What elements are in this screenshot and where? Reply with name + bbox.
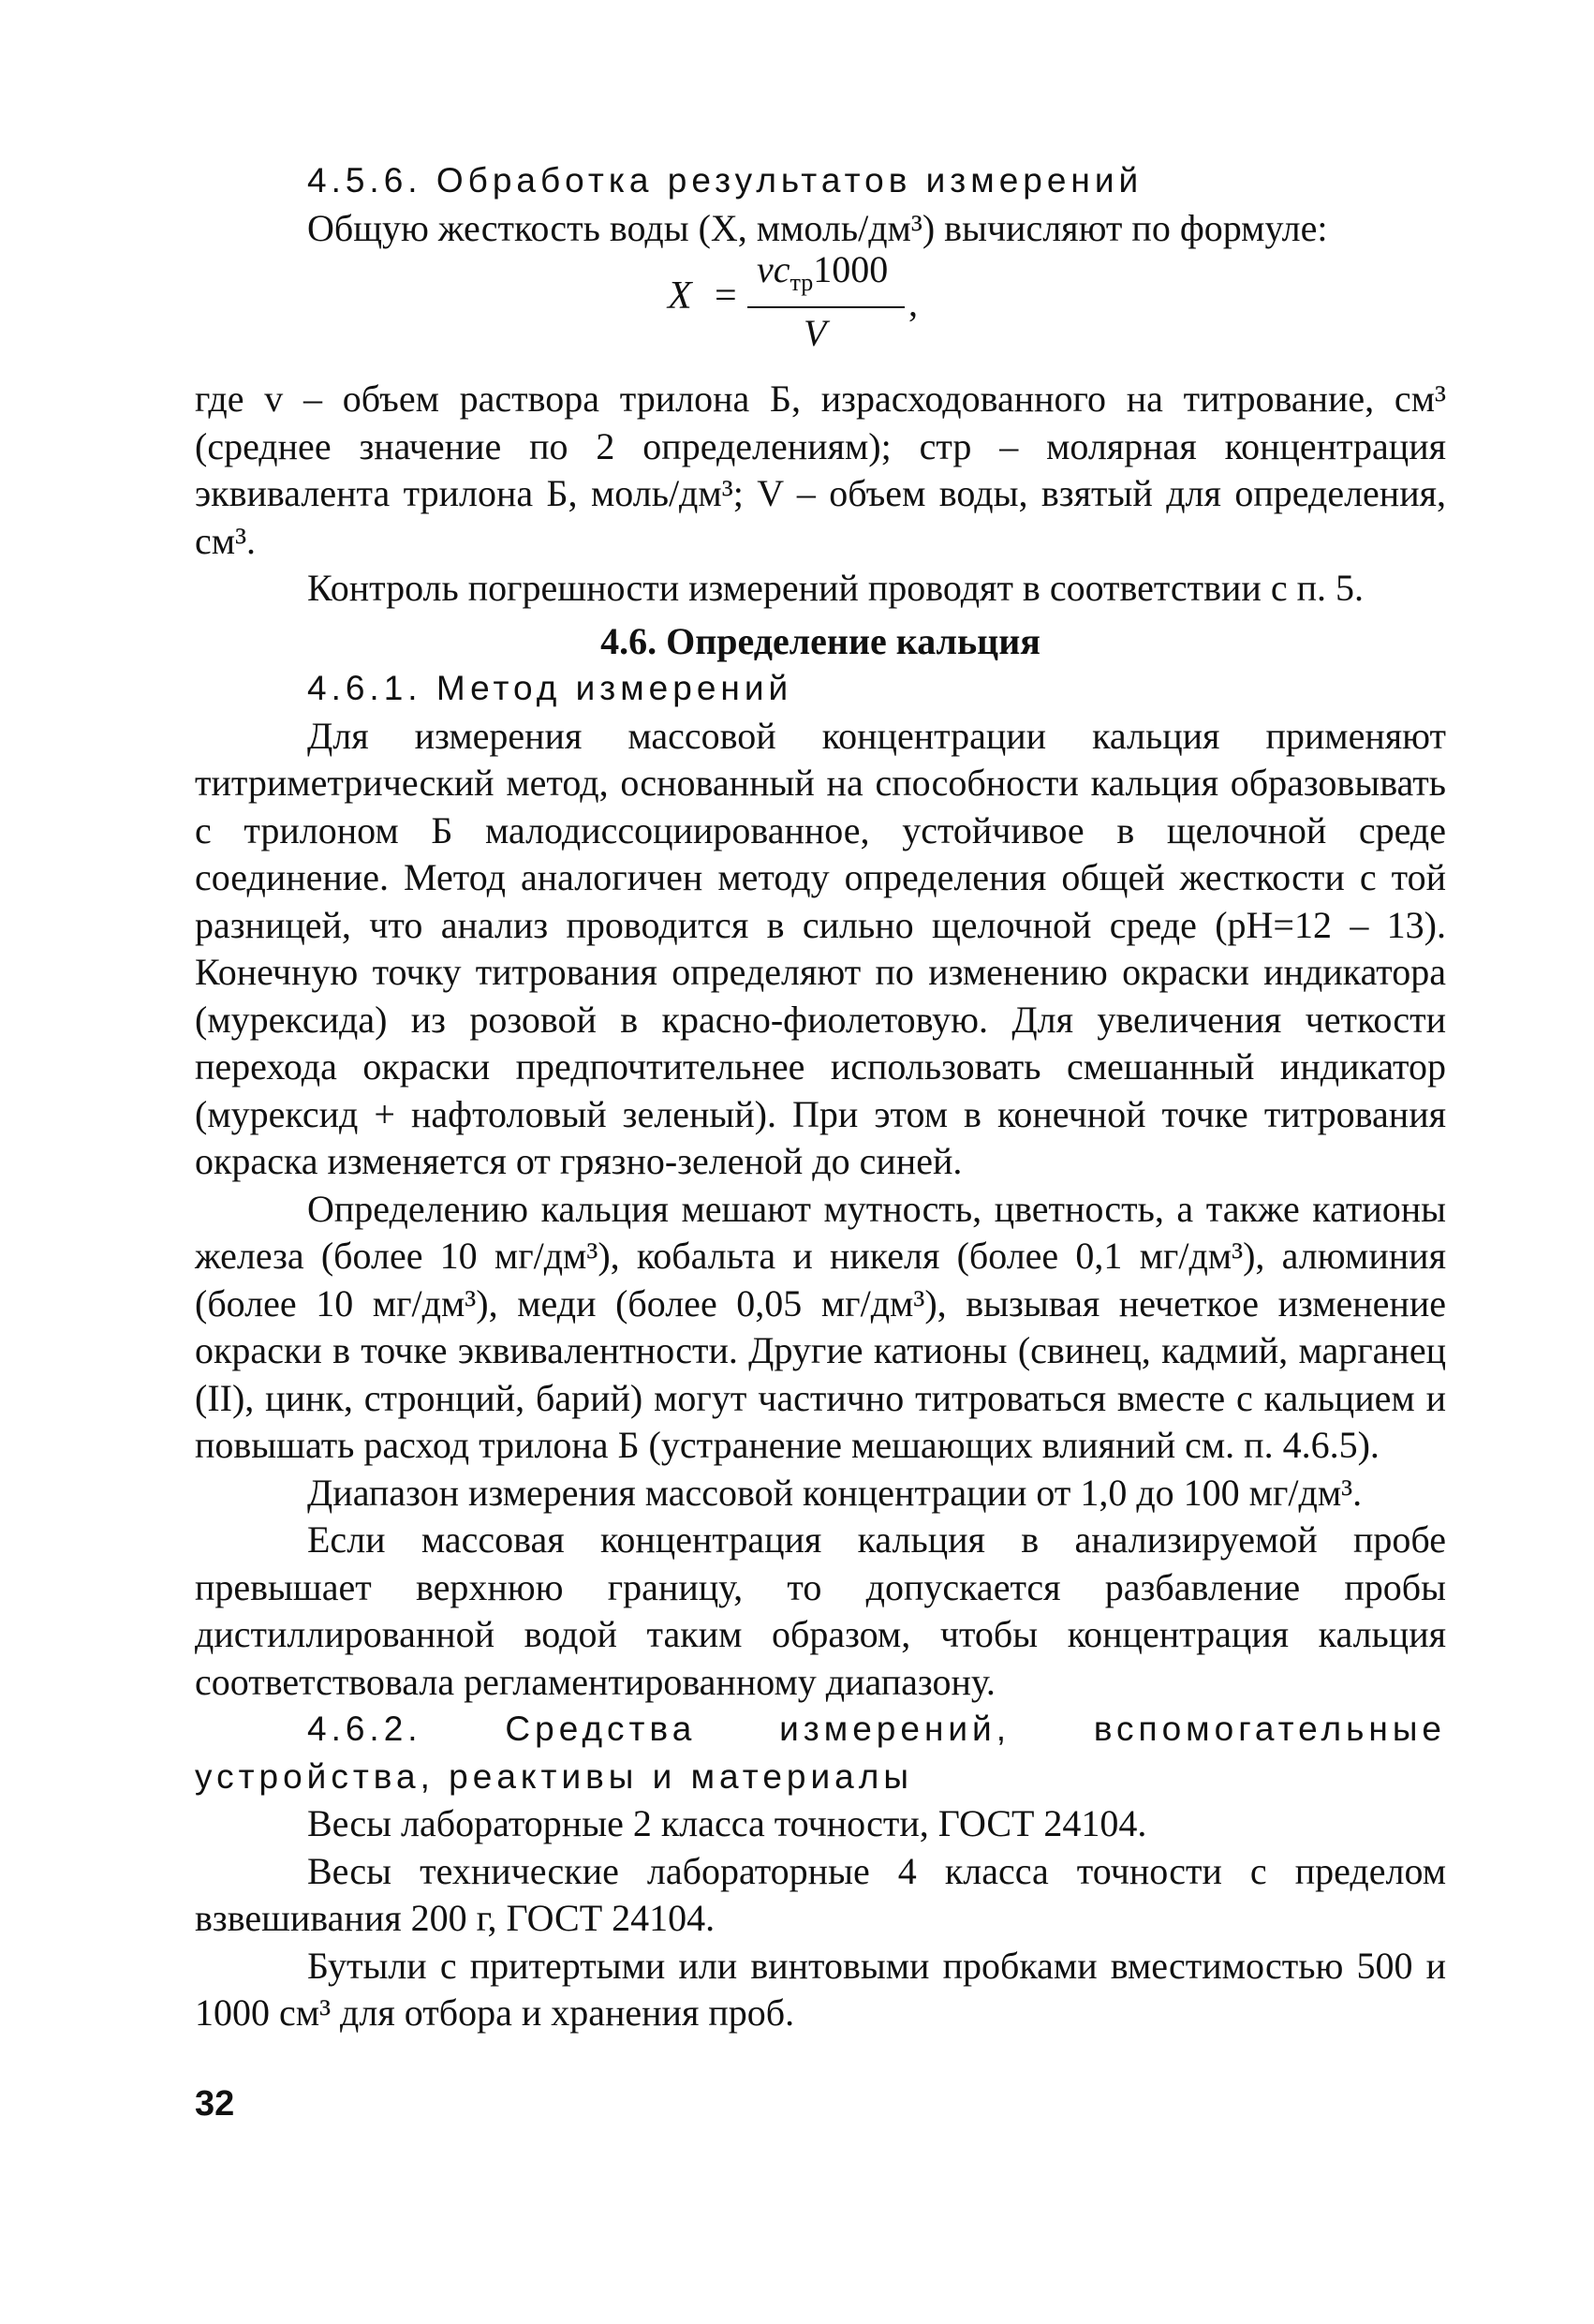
formula-denominator: V [804,312,827,354]
section-heading-4-5-6: 4.5.6. Обработка результатов измерений [307,161,1144,200]
formula-definitions: где v – объем раствора трилона Б, израсходованного на титрование, см³ (среднее значение по 2 определениям); cтр – молярная концентрация эквивалента трилона Б, моль/дм³; V – объем воды, взятый для определения, см³. [195,377,1446,562]
paragraph-method: Для измерения массовой концентрации кальция применяют титриметрический метод, основанный на способности кальция образовывать с трилоном Б малодиссоциированное, устойчивое в щелочной среде соединение. Метод аналогичен методу определения общей жесткости с той разницей, что анализ проводится в сильно щелочной среде (pH=12 – 13). Конечную точку титрования определяют по изменению окраски индикатора (мурексида) из розовой в красно-фиолетовую. Для увеличения четкости перехода окраски предпочтительнее использовать смешанный индикатор (мурексид + нафтоловый зеленый). При этом в конечной точке титрования окраска изменяется от грязно-зеленой до синей. [195,714,1446,1182]
paragraph-interference: Определению кальция мешают мутность, цветность, а также катионы железа (более 10 мг/дм³), кобальта и никеля (более 0,1 мг/дм³), алюминия (более 10 мг/дм³), меди (более 0,05 мг/дм³), вызывая нечеткое изменение окраски в точке эквивалентности. Другие катионы (свинец, кадмий, марганец (II), цинк, стронций, барий) могут частично титроваться вместе с кальцием и повышать расход трилона Б (устранение мешающих влияний см. п. 4.6.5). [195,1187,1446,1466]
page-number: 32 [195,2084,235,2124]
formula-equals: = [715,274,737,318]
formula-lhs: X [668,274,692,318]
section-title-4-6: 4.6. Определение кальция [600,619,1041,662]
formula-comma: , [908,282,918,324]
list-item-scales-tech: Весы технические лабораторные 4 класса точности с пределом взвешивания 200 г, ГОСТ 24104. [195,1849,1446,1939]
control-paragraph: Контроль погрешности измерений проводят в соответствии с п. 5. [307,567,1364,609]
fraction-bar [747,306,905,308]
formula-numerator: $vc_{тр}1000$ [757,248,889,296]
paragraph-range: Диапазон измерения массовой концентрации от 1,0 до 100 мг/дм³. [307,1471,1363,1514]
hardness-formula [195,248,1446,376]
document-page [195,157,1446,2037]
paragraph-dilution: Если массовая концентрация кальция в анализируемой пробе превышает верхнюю границу, то допускается разбавление пробы дистиллированной водой таким образом, чтобы концентрация кальция соответствовала регламентированному диапазону. [195,1518,1446,1703]
list-item-bottles: Бутыли с притертыми или винтовыми пробками вместимостью 500 и 1000 см³ для отбора и хранения проб. [195,1944,1446,2034]
list-item-scales-lab: Весы лабораторные 2 класса точности, ГОСТ 24104. [307,1802,1147,1844]
section-heading-4-6-1: 4.6.1. Метод измерений [307,669,793,707]
formula-intro: Общую жесткость воды (X, ммоль/дм³) вычисляют по формуле: [307,206,1328,249]
section-heading-4-6-2: 4.6.2. Средства измерений, вспомогательные устройства, реактивы и материалы [195,1710,1446,1796]
